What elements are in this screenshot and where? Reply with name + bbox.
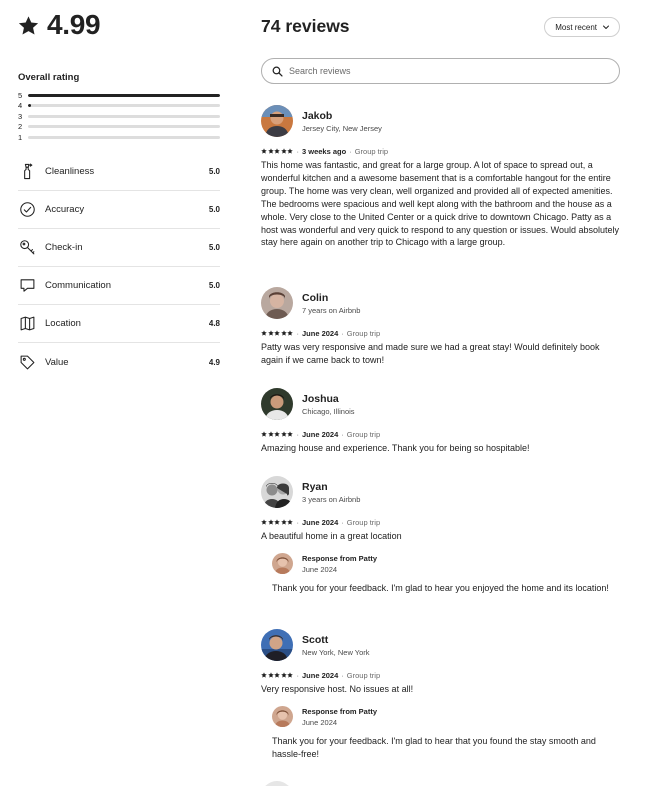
- sort-dropdown[interactable]: [544, 17, 620, 37]
- star-icon: [281, 148, 287, 154]
- distribution-stars: 4: [18, 101, 23, 111]
- category-label: Accuracy: [45, 204, 85, 215]
- distribution-bar: [28, 104, 220, 107]
- reviewer-location: 7 years on Airbnb: [302, 305, 361, 315]
- meta-separator: ·: [296, 670, 299, 680]
- star-rating: [261, 431, 294, 437]
- star-icon: [287, 672, 293, 678]
- star-rating: [261, 148, 294, 154]
- review-date: June 2024: [302, 429, 339, 439]
- distribution-row: [18, 132, 220, 143]
- review-date: June 2024: [302, 517, 339, 527]
- category-score: 5.0: [208, 167, 220, 176]
- tag-icon: [18, 353, 36, 371]
- star-icon: [281, 519, 287, 525]
- reviewer-location: Chicago, Illinois: [302, 406, 355, 416]
- distribution-bar: [28, 125, 220, 128]
- star-icon: [268, 519, 274, 525]
- review-text: A beautiful home in a great location: [261, 531, 402, 541]
- reviewer-name[interactable]: Jakob: [302, 109, 333, 122]
- review-date: June 2024: [302, 328, 339, 338]
- reviewer-location: New York, New York: [302, 647, 370, 657]
- star-icon: [287, 431, 293, 437]
- star-icon: [261, 148, 267, 154]
- search-input[interactable]: [289, 66, 589, 76]
- response-title: Response from Patty: [302, 706, 378, 716]
- key-icon: [18, 239, 36, 257]
- category-label: Value: [45, 356, 69, 368]
- star-icon: [261, 519, 267, 525]
- spray-bottle-icon: [18, 163, 36, 181]
- response-text: Thank you for your feedback. I'm glad to hear you enjoyed the home and its location!: [272, 582, 609, 593]
- star-icon: [274, 519, 280, 525]
- star-rating: [261, 672, 294, 678]
- star-icon: [268, 431, 274, 437]
- distribution-stars: 3: [18, 111, 23, 121]
- star-icon: [287, 519, 293, 525]
- distribution-bar: [28, 136, 220, 139]
- star-icon: [268, 148, 274, 154]
- category-label: Location: [45, 318, 81, 329]
- host-response: [272, 553, 621, 596]
- category-cleanliness: [18, 153, 220, 191]
- star-icon: [261, 330, 267, 336]
- reviewer-name[interactable]: Joshua: [302, 392, 339, 405]
- meta-separator: ·: [296, 146, 299, 156]
- category-check-in: [18, 229, 220, 267]
- speech-bubble-icon: [18, 277, 36, 295]
- category-score: 5.0: [208, 243, 220, 252]
- chevron-down-icon: [602, 23, 610, 31]
- review-text: Amazing house and experience. Thank you for being so hospitable!: [261, 443, 530, 453]
- search-reviews[interactable]: [261, 58, 620, 84]
- trip-type: Group trip: [346, 517, 381, 527]
- response-date: June 2024: [302, 717, 338, 727]
- host-avatar[interactable]: [272, 706, 293, 727]
- star-icon: [281, 672, 287, 678]
- category-communication: [18, 267, 220, 305]
- review-text: This home was fantastic, and great for a large group. A lot of space to spread out, a wonderful kitchen and a awesome basement that is a comfortable hangout for the entire group. The home was very clean, well organized and provided all of expected amenities. The bedrooms were spacious and well kept along with the bathroom and the house as a whole. Very close to the United Center or a quick drive to downtown Chicago. Patty as a host was wonderful and very quick to respond to any question or issues. Would absolutely stay here again on another trip to Chicago with a large group.: [261, 160, 620, 248]
- star-icon: [274, 148, 280, 154]
- review-item: [261, 476, 621, 595]
- star-icon: [261, 431, 267, 437]
- avatar[interactable]: [261, 287, 293, 319]
- review-item: [261, 388, 621, 455]
- category-label: Communication: [45, 280, 111, 291]
- check-circle-icon: [18, 201, 36, 219]
- distribution-bar-fill: [28, 94, 220, 97]
- reviewer-location: Jersey City, New Jersey: [302, 123, 382, 133]
- overall-score-value: 4.99: [47, 9, 101, 40]
- reviewer-name[interactable]: Ryan: [302, 480, 328, 493]
- star-icon: [274, 672, 280, 678]
- review-item: [261, 287, 621, 367]
- trip-type: Group trip: [346, 670, 381, 680]
- review-date: 3 weeks ago: [302, 146, 347, 156]
- overall-score: [18, 9, 100, 41]
- star-rating: [261, 330, 294, 336]
- category-value: [18, 343, 220, 381]
- review-meta: [261, 328, 621, 338]
- host-avatar[interactable]: [272, 553, 293, 574]
- avatar[interactable]: [261, 781, 293, 786]
- distribution-stars: 1: [18, 132, 23, 142]
- review-text: Patty was very responsive and made sure we had a great stay! Would definitely book again if we came back to town!: [261, 342, 600, 365]
- star-icon: [281, 431, 287, 437]
- category-location: [18, 305, 220, 343]
- review-text: Very responsive host. No issues at all!: [261, 684, 414, 694]
- trip-type: Group trip: [346, 328, 381, 338]
- distribution-row: [18, 122, 220, 133]
- review-meta: [261, 670, 621, 680]
- avatar[interactable]: [261, 476, 293, 508]
- distribution-row: [18, 101, 220, 112]
- review-meta: [261, 146, 621, 156]
- star-icon: [268, 330, 274, 336]
- meta-separator: ·: [296, 328, 299, 338]
- star-icon: [274, 330, 280, 336]
- star-icon: [287, 330, 293, 336]
- avatar[interactable]: [261, 388, 293, 420]
- star-icon: [281, 330, 287, 336]
- category-ratings: [18, 153, 220, 381]
- category-score: 5.0: [208, 205, 220, 214]
- distribution-stars: 5: [18, 90, 23, 100]
- meta-separator: ·: [341, 517, 344, 527]
- star-icon: [268, 672, 274, 678]
- category-score: 4.8: [208, 319, 220, 328]
- star-icon: [274, 431, 280, 437]
- review-item: [261, 629, 621, 762]
- distribution-row: [18, 90, 220, 101]
- trip-type: Group trip: [354, 146, 389, 156]
- reviewer-location: 3 years on Airbnb: [302, 494, 361, 504]
- distribution-row: [18, 111, 220, 122]
- star-icon: [287, 148, 293, 154]
- category-label: Cleanliness: [45, 166, 95, 177]
- meta-separator: ·: [341, 429, 344, 439]
- overall-rating-title: Overall rating: [18, 72, 80, 83]
- map-icon: [18, 315, 36, 333]
- reviewer-name[interactable]: Scott: [302, 633, 329, 646]
- star-icon: [261, 672, 267, 678]
- distribution-stars: 2: [18, 122, 23, 132]
- response-title: Response from Patty: [302, 553, 378, 563]
- response-date: June 2024: [302, 564, 338, 574]
- review-date: June 2024: [302, 670, 339, 680]
- reviewer-name[interactable]: Colin: [302, 291, 329, 304]
- review-item: [261, 105, 621, 249]
- reviews-count: 74 reviews: [261, 16, 350, 36]
- rating-distribution: [18, 90, 220, 143]
- response-text: Thank you for your feedback. I'm glad to hear that you found the stay smooth and hassle-free!: [272, 735, 596, 760]
- trip-type: Group trip: [346, 429, 381, 439]
- meta-separator: ·: [296, 429, 299, 439]
- category-label: Check-in: [45, 242, 83, 253]
- star-rating: [261, 519, 294, 525]
- meta-separator: ·: [341, 670, 344, 680]
- host-response: [272, 706, 621, 762]
- distribution-bar: [28, 115, 220, 118]
- review-meta: [261, 429, 621, 439]
- distribution-bar: [28, 94, 220, 97]
- category-score: 4.9: [208, 357, 220, 367]
- meta-separator: ·: [341, 328, 344, 338]
- category-accuracy: [18, 191, 220, 229]
- category-score: 5.0: [208, 281, 220, 290]
- star-icon: [18, 15, 39, 36]
- avatar[interactable]: [261, 105, 293, 137]
- distribution-bar-fill: [28, 104, 31, 107]
- search-icon: [272, 66, 283, 77]
- sort-label: Most recent: [555, 22, 597, 32]
- meta-separator: ·: [296, 517, 299, 527]
- avatar[interactable]: [261, 629, 293, 661]
- meta-separator: ·: [349, 146, 352, 156]
- review-meta: [261, 517, 621, 527]
